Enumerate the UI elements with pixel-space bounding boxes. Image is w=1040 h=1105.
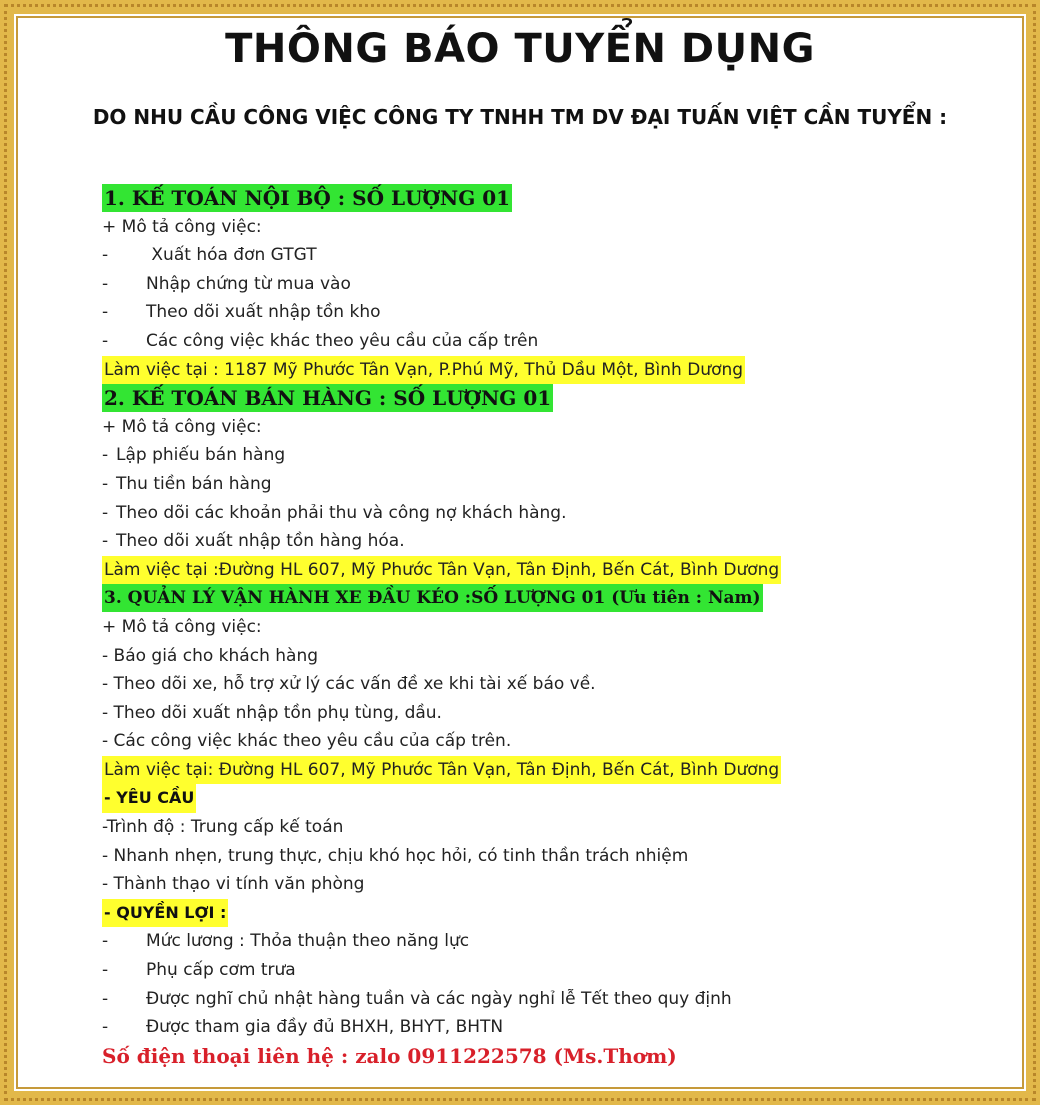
job-1-heading: 1. KẾ TOÁN NỘI BỘ : SỐ LƯỢNG 01: [104, 186, 511, 210]
job-listing: [102, 184, 1002, 1068]
job-2-heading: 2. KẾ TOÁN BÁN HÀNG : SỐ LƯỢNG 01: [104, 386, 552, 411]
job-1-section: [102, 184, 1002, 213]
list-item: -Trình độ : Trung cấp kế toán: [102, 817, 344, 838]
job-3-heading: 3. QUẢN LÝ VẬN HÀNH XE ĐẦU KÉO :SỐ LƯỢNG 01 (Ưu tiên : Nam): [102, 584, 763, 612]
list-item: - Thu tiền bán hàng: [102, 473, 272, 494]
list-item: - Lập phiếu bán hàng: [102, 445, 286, 466]
list-item: - Theo dõi xuất nhập tồn kho: [102, 302, 381, 323]
list-item: - Theo dõi xe, hỗ trợ xử lý các vấn đề xe khi tài xế báo về.: [102, 674, 596, 695]
job-3-section: [102, 584, 1002, 613]
job-1-location: Làm việc tại : 1187 Mỹ Phước Tân Vạn, P.Phú Mỹ, Thủ Dầu Một, Bình Dương: [102, 356, 1002, 385]
job-2-desc-label: + Mô tả công việc:: [102, 416, 262, 437]
page-title: THÔNG BÁO TUYỂN DỤNG: [225, 26, 815, 72]
list-item: - Các công việc khác theo yêu cầu của cấp trên: [102, 330, 539, 351]
contact-info: Số điện thoại liên hệ : zalo 0911222578 (Ms.Thơm): [102, 1043, 677, 1068]
job-3-location: Làm việc tại: Đường HL 607, Mỹ Phước Tân Vạn, Tân Định, Bến Cát, Bình Dương: [102, 756, 1002, 785]
list-item: - Nhanh nhẹn, trung thực, chịu khó học hỏi, có tinh thần trách nhiệm: [102, 845, 689, 866]
list-item: - Theo dõi các khoản phải thu và công nợ khách hàng.: [102, 502, 567, 523]
list-item: - Theo dõi xuất nhập tồn hàng hóa.: [102, 531, 405, 552]
list-item: - Mức lương : Thỏa thuận theo năng lực: [102, 931, 470, 952]
list-item: - Xuất hóa đơn GTGT: [102, 245, 317, 266]
job-1-desc-label: + Mô tả công việc:: [102, 216, 262, 237]
list-item: - Được tham gia đầy đủ BHXH, BHYT, BHTN: [102, 1017, 504, 1038]
list-item: - Thành thạo vi tính văn phòng: [102, 874, 365, 895]
list-item: - Nhập chứng từ mua vào: [102, 273, 351, 294]
requirements-heading: - YÊU CẦU: [102, 784, 196, 813]
page-subtitle: DO NHU CẦU CÔNG VIỆC CÔNG TY TNHH TM DV ĐẠI TUẤN VIỆT CẦN TUYỂN :: [92, 105, 948, 129]
benefits-section: [102, 899, 1002, 928]
benefits-heading: - QUYỀN LỢI :: [102, 899, 228, 928]
job-2-location: Làm việc tại :Đường HL 607, Mỹ Phước Tân Vạn, Tân Định, Bến Cát, Bình Dương: [102, 556, 1002, 585]
job-2-section: [102, 384, 1002, 413]
list-item: - Được nghĩ chủ nhật hàng tuần và các ngày nghỉ lễ Tết theo quy định: [102, 988, 732, 1009]
job-3-desc-label: + Mô tả công việc:: [102, 616, 262, 637]
requirements-section: [102, 784, 1002, 813]
list-item: - Các công việc khác theo yêu cầu của cấp trên.: [102, 731, 512, 752]
list-item: - Theo dõi xuất nhập tồn phụ tùng, dầu.: [102, 702, 442, 723]
list-item: - Báo giá cho khách hàng: [102, 645, 319, 666]
list-item: - Phụ cấp cơm trưa: [102, 960, 296, 981]
